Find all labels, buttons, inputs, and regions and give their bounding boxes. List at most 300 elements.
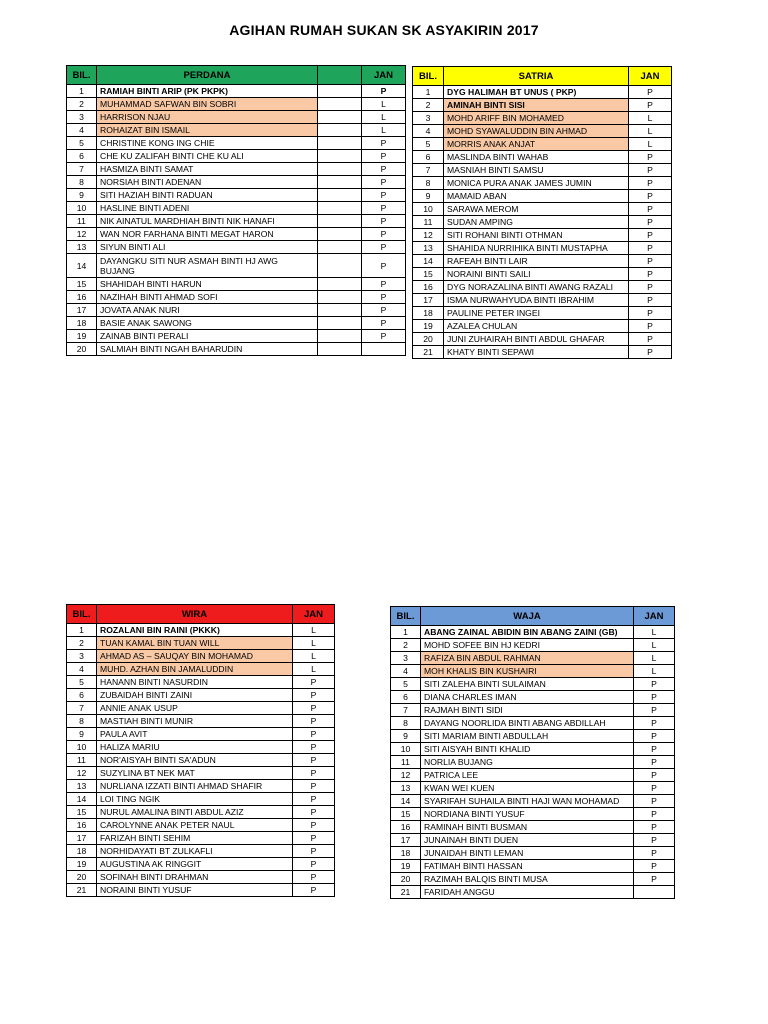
member-name: SALMIAH BINTI NGAH BAHARUDIN [97,343,318,356]
member-name: DIANA CHARLES IMAN [421,691,634,704]
gender-cell: P [293,884,335,897]
member-name: MUHD. AZHAN BIN JAMALUDDIN [97,663,293,676]
member-name: SITI HAZIAH BINTI RADUAN [97,189,318,202]
row-number: 17 [391,834,421,847]
row-number: 21 [67,884,97,897]
member-name: CHE KU ZALIFAH BINTI CHE KU ALI [97,150,318,163]
gender-cell: L [362,98,406,111]
member-name: FARIDAH ANGGU [421,886,634,899]
member-name: AZALEA CHULAN [444,320,629,333]
table-row [67,278,406,291]
row-number: 9 [413,190,444,203]
member-name: DAYANGKU SITI NUR ASMAH BINTI HJ AWG BUJANG [97,254,318,278]
table-header [67,66,406,85]
row-number: 3 [67,650,97,663]
gender-cell: P [362,137,406,150]
perdana-table [66,65,406,356]
table-row [67,741,335,754]
gender-cell: P [362,228,406,241]
row-number: 16 [67,819,97,832]
row-number: 20 [67,343,97,356]
table-row [413,307,672,320]
blank-cell [318,150,362,163]
row-number: 17 [413,294,444,307]
table-row [67,689,335,702]
table-row [67,858,335,871]
member-name: CHRISTINE KONG ING CHIE [97,137,318,150]
gender-cell: P [634,678,675,691]
table-row [67,343,406,356]
table-row [413,216,672,229]
row-number: 12 [391,769,421,782]
table-row [413,151,672,164]
table-row [413,86,672,99]
table-row [413,112,672,125]
col-jan: JAN [634,607,675,626]
gender-cell: P [634,821,675,834]
gender-cell: P [629,242,672,255]
row-number: 16 [413,281,444,294]
table-row [413,242,672,255]
member-name: AMINAH BINTI SISI [444,99,629,112]
table-row [67,702,335,715]
member-name: NORDIANA BINTI YUSUF [421,808,634,821]
row-number: 4 [413,125,444,138]
table-row [413,320,672,333]
member-name: JUNAIDAH BINTI LEMAN [421,847,634,860]
table-row [413,177,672,190]
gender-cell: P [293,780,335,793]
row-number: 5 [413,138,444,151]
row-number: 12 [67,767,97,780]
member-name: HALIZA MARIU [97,741,293,754]
table-row [67,137,406,150]
member-name: ZAINAB BINTI PERALI [97,330,318,343]
table-row [67,715,335,728]
member-name: AUGUSTINA AK RINGGIT [97,858,293,871]
table-row [391,886,675,899]
table-row [391,678,675,691]
member-name: NORAINI BINTI SAILI [444,268,629,281]
member-name: NAZIHAH BINTI AHMAD SOFI [97,291,318,304]
member-name: RAFIZA BIN ABDUL RAHMAN [421,652,634,665]
member-name: FARIZAH BINTI SEHIM [97,832,293,845]
row-number: 1 [391,626,421,639]
row-number: 8 [413,177,444,190]
row-number: 15 [67,278,97,291]
gender-cell [362,343,406,356]
gender-cell: P [629,216,672,229]
member-name: PATRICA LEE [421,769,634,782]
member-name: SIYUN BINTI ALI [97,241,318,254]
gender-cell: P [362,189,406,202]
col-bil: BIL. [391,607,421,626]
table-row [67,767,335,780]
table-row [67,637,335,650]
member-name: MASTIAH BINTI MUNIR [97,715,293,728]
table-row [413,229,672,242]
gender-cell: P [634,704,675,717]
row-number: 5 [391,678,421,691]
col-bil: BIL. [67,605,97,624]
table-row [67,871,335,884]
table-row [391,652,675,665]
row-number: 17 [67,304,97,317]
table-header [67,605,335,624]
member-name: MORRIS ANAK ANJAT [444,138,629,151]
row-number: 13 [67,780,97,793]
gender-cell: P [362,176,406,189]
table-row [67,150,406,163]
row-number: 14 [391,795,421,808]
gender-cell: P [629,190,672,203]
table-row [67,806,335,819]
table-row [413,99,672,112]
gender-cell: P [629,203,672,216]
row-number: 18 [67,845,97,858]
gender-cell: L [634,626,675,639]
row-number: 4 [391,665,421,678]
gender-cell: P [293,832,335,845]
gender-cell: P [634,730,675,743]
row-number: 19 [391,860,421,873]
table-row [67,254,406,278]
member-name: ISMA NURWAHYUDA BINTI IBRAHIM [444,294,629,307]
table-row [67,98,406,111]
member-name: RAJMAH BINTI SIDI [421,704,634,717]
row-number: 7 [67,702,97,715]
gender-cell: L [293,624,335,637]
row-number: 1 [413,86,444,99]
row-number: 18 [67,317,97,330]
member-name: NORSIAH BINTI ADENAN [97,176,318,189]
row-number: 11 [413,216,444,229]
blank-cell [318,215,362,228]
table-row [413,190,672,203]
row-number: 12 [67,228,97,241]
gender-cell: P [293,871,335,884]
row-number: 12 [413,229,444,242]
table-row [391,834,675,847]
table-row [413,281,672,294]
table-row [391,860,675,873]
row-number: 9 [67,728,97,741]
table-row [391,873,675,886]
gender-cell: P [629,99,672,112]
row-number: 9 [67,189,97,202]
member-name: PAULINE PETER INGEI [444,307,629,320]
row-number: 4 [67,663,97,676]
member-name: CAROLYNNE ANAK PETER NAUL [97,819,293,832]
row-number: 7 [391,704,421,717]
row-number: 15 [67,806,97,819]
col-house-name: WIRA [97,605,293,624]
table-row [67,215,406,228]
member-name: SYARIFAH SUHAILA BINTI HAJI WAN MOHAMAD [421,795,634,808]
col-bil: BIL. [413,67,444,86]
member-name: RAZIMAH BALQIS BINTI MUSA [421,873,634,886]
member-name: MOH KHALIS BIN KUSHAIRI [421,665,634,678]
table-row [67,228,406,241]
gender-cell: P [634,847,675,860]
table-row [67,832,335,845]
member-name: MOHD SOFEE BIN HJ KEDRI [421,639,634,652]
table-header [413,67,672,86]
table-header [391,607,675,626]
gender-cell: P [293,754,335,767]
member-name: NORLIA BUJANG [421,756,634,769]
gender-cell: L [629,112,672,125]
col-bil: BIL. [67,66,97,85]
table-row [67,728,335,741]
gender-cell: P [293,819,335,832]
row-number: 6 [391,691,421,704]
row-number: 13 [391,782,421,795]
row-number: 19 [413,320,444,333]
gender-cell: P [629,268,672,281]
table-row [413,268,672,281]
waja-table [390,606,675,899]
member-name: KHATY BINTI SEPAWI [444,346,629,359]
table-row [67,884,335,897]
member-name: NURUL AMALINA BINTI ABDUL AZIZ [97,806,293,819]
gender-cell: L [629,125,672,138]
gender-cell: P [629,281,672,294]
table-row [391,704,675,717]
row-number: 20 [413,333,444,346]
member-name: SHAHIDA NURRIHIKA BINTI MUSTAPHA [444,242,629,255]
member-name: LOI TING NGIK [97,793,293,806]
row-number: 7 [413,164,444,177]
member-name: SITI AISYAH BINTI KHALID [421,743,634,756]
row-number: 20 [391,873,421,886]
member-name: KWAN WEI KUEN [421,782,634,795]
member-name: SARAWA MEROM [444,203,629,216]
gender-cell: P [362,215,406,228]
row-number: 4 [67,124,97,137]
member-name: ABANG ZAINAL ABIDIN BIN ABANG ZAINI (GB) [421,626,634,639]
table-row [67,650,335,663]
table-row [67,163,406,176]
table-row [67,676,335,689]
blank-cell [318,228,362,241]
table-row [67,819,335,832]
table-row [391,769,675,782]
row-number: 13 [413,242,444,255]
member-name: HANANN BINTI NASURDIN [97,676,293,689]
member-name: JOVATA ANAK NURI [97,304,318,317]
row-number: 8 [67,176,97,189]
row-number: 18 [413,307,444,320]
gender-cell: P [293,806,335,819]
table-row [67,845,335,858]
gender-cell: P [362,85,406,98]
table-row [391,795,675,808]
row-number: 20 [67,871,97,884]
member-name: DYG HALIMAH BT UNUS ( PKP) [444,86,629,99]
row-number: 8 [391,717,421,730]
blank-cell [318,304,362,317]
table-row [67,85,406,98]
gender-cell: P [362,278,406,291]
table-row [391,717,675,730]
gender-cell: L [293,637,335,650]
gender-cell: P [362,163,406,176]
row-number: 6 [413,151,444,164]
table-row [413,164,672,177]
table-row [67,754,335,767]
gender-cell: P [293,741,335,754]
row-number: 16 [67,291,97,304]
row-number: 15 [413,268,444,281]
table-row [391,730,675,743]
gender-cell: P [634,795,675,808]
member-name: SHAHIDAH BINTI HARUN [97,278,318,291]
gender-cell: P [629,294,672,307]
gender-cell: P [629,320,672,333]
blank-cell [318,189,362,202]
gender-cell: P [634,873,675,886]
member-name: WAN NOR FARHANA BINTI MEGAT HARON [97,228,318,241]
member-name: SITI MARIAM BINTI ABDULLAH [421,730,634,743]
gender-cell: L [362,124,406,137]
col-jan: JAN [629,67,672,86]
row-number: 2 [67,637,97,650]
blank-cell [318,137,362,150]
gender-cell: L [629,138,672,151]
member-name: AHMAD AS – SAUQAY BIN MOHAMAD [97,650,293,663]
gender-cell: P [362,241,406,254]
row-number: 17 [67,832,97,845]
gender-cell: L [634,639,675,652]
blank-cell [318,330,362,343]
member-name: RAMIAH BINTI ARIP (PK PKPK) [97,85,318,98]
gender-cell: P [362,304,406,317]
table-row [391,756,675,769]
member-name: MOHD ARIFF BIN MOHAMED [444,112,629,125]
gender-cell: P [629,229,672,242]
table-row [391,782,675,795]
member-name: SITI ZALEHA BINTI SULAIMAN [421,678,634,691]
member-name: NORHIDAYATI BT ZULKAFLI [97,845,293,858]
table-row [391,665,675,678]
gender-cell: P [362,254,406,278]
table-row [67,780,335,793]
gender-cell: P [362,150,406,163]
table-row [391,847,675,860]
blank-cell [318,85,362,98]
gender-cell: P [634,691,675,704]
member-name: DYG NORAZALINA BINTI AWANG RAZALI [444,281,629,294]
gender-cell: P [634,808,675,821]
col-house-name: WAJA [421,607,634,626]
gender-cell: P [293,858,335,871]
blank-cell [318,317,362,330]
row-number: 14 [413,255,444,268]
row-number: 16 [391,821,421,834]
row-number: 19 [67,858,97,871]
table-row [67,304,406,317]
gender-cell: P [629,307,672,320]
member-name: MASLINDA BINTI WAHAB [444,151,629,164]
gender-cell: L [634,665,675,678]
gender-cell: P [634,834,675,847]
row-number: 19 [67,330,97,343]
gender-cell: P [634,743,675,756]
row-number: 10 [67,741,97,754]
gender-cell: P [362,317,406,330]
table-row [67,291,406,304]
gender-cell: P [634,717,675,730]
table-row [67,202,406,215]
row-number: 3 [413,112,444,125]
table-row [67,176,406,189]
row-number: 6 [67,150,97,163]
row-number: 2 [67,98,97,111]
col-jan: JAN [293,605,335,624]
blank-cell [318,98,362,111]
blank-cell [318,124,362,137]
member-name: SITI ROHANI BINTI OTHMAN [444,229,629,242]
row-number: 2 [391,639,421,652]
row-number: 3 [67,111,97,124]
col-house-name: PERDANA [97,66,318,85]
row-number: 10 [413,203,444,216]
table-row [67,189,406,202]
wira-table [66,604,335,897]
member-name: MONICA PURA ANAK JAMES JUMIN [444,177,629,190]
member-name: SUZYLINA BT NEK MAT [97,767,293,780]
table-row [413,138,672,151]
member-name: NORAINI BINTI YUSUF [97,884,293,897]
table-row [391,808,675,821]
gender-cell: P [293,676,335,689]
satria-table [412,66,672,359]
table-row [67,124,406,137]
table-row [413,346,672,359]
blank-cell [318,278,362,291]
table-row [67,241,406,254]
row-number: 10 [67,202,97,215]
member-name: PAULA AVIT [97,728,293,741]
row-number: 8 [67,715,97,728]
table-row [391,626,675,639]
table-row [67,793,335,806]
row-number: 11 [67,754,97,767]
col-jan: JAN [362,66,406,85]
gender-cell: P [293,793,335,806]
table-row [413,294,672,307]
blank-cell [318,176,362,189]
gender-cell: P [634,769,675,782]
table-row [413,125,672,138]
gender-cell: L [293,650,335,663]
member-name: ANNIE ANAK USUP [97,702,293,715]
member-name: SUDAN AMPING [444,216,629,229]
row-number: 10 [391,743,421,756]
gender-cell: P [293,702,335,715]
row-number: 11 [67,215,97,228]
table-row [67,111,406,124]
gender-cell: P [293,715,335,728]
member-name: FATIMAH BINTI HASSAN [421,860,634,873]
col-blank [318,66,362,85]
table-row [391,691,675,704]
gender-cell: P [629,177,672,190]
gender-cell: P [629,346,672,359]
row-number: 5 [67,676,97,689]
gender-cell: P [362,202,406,215]
